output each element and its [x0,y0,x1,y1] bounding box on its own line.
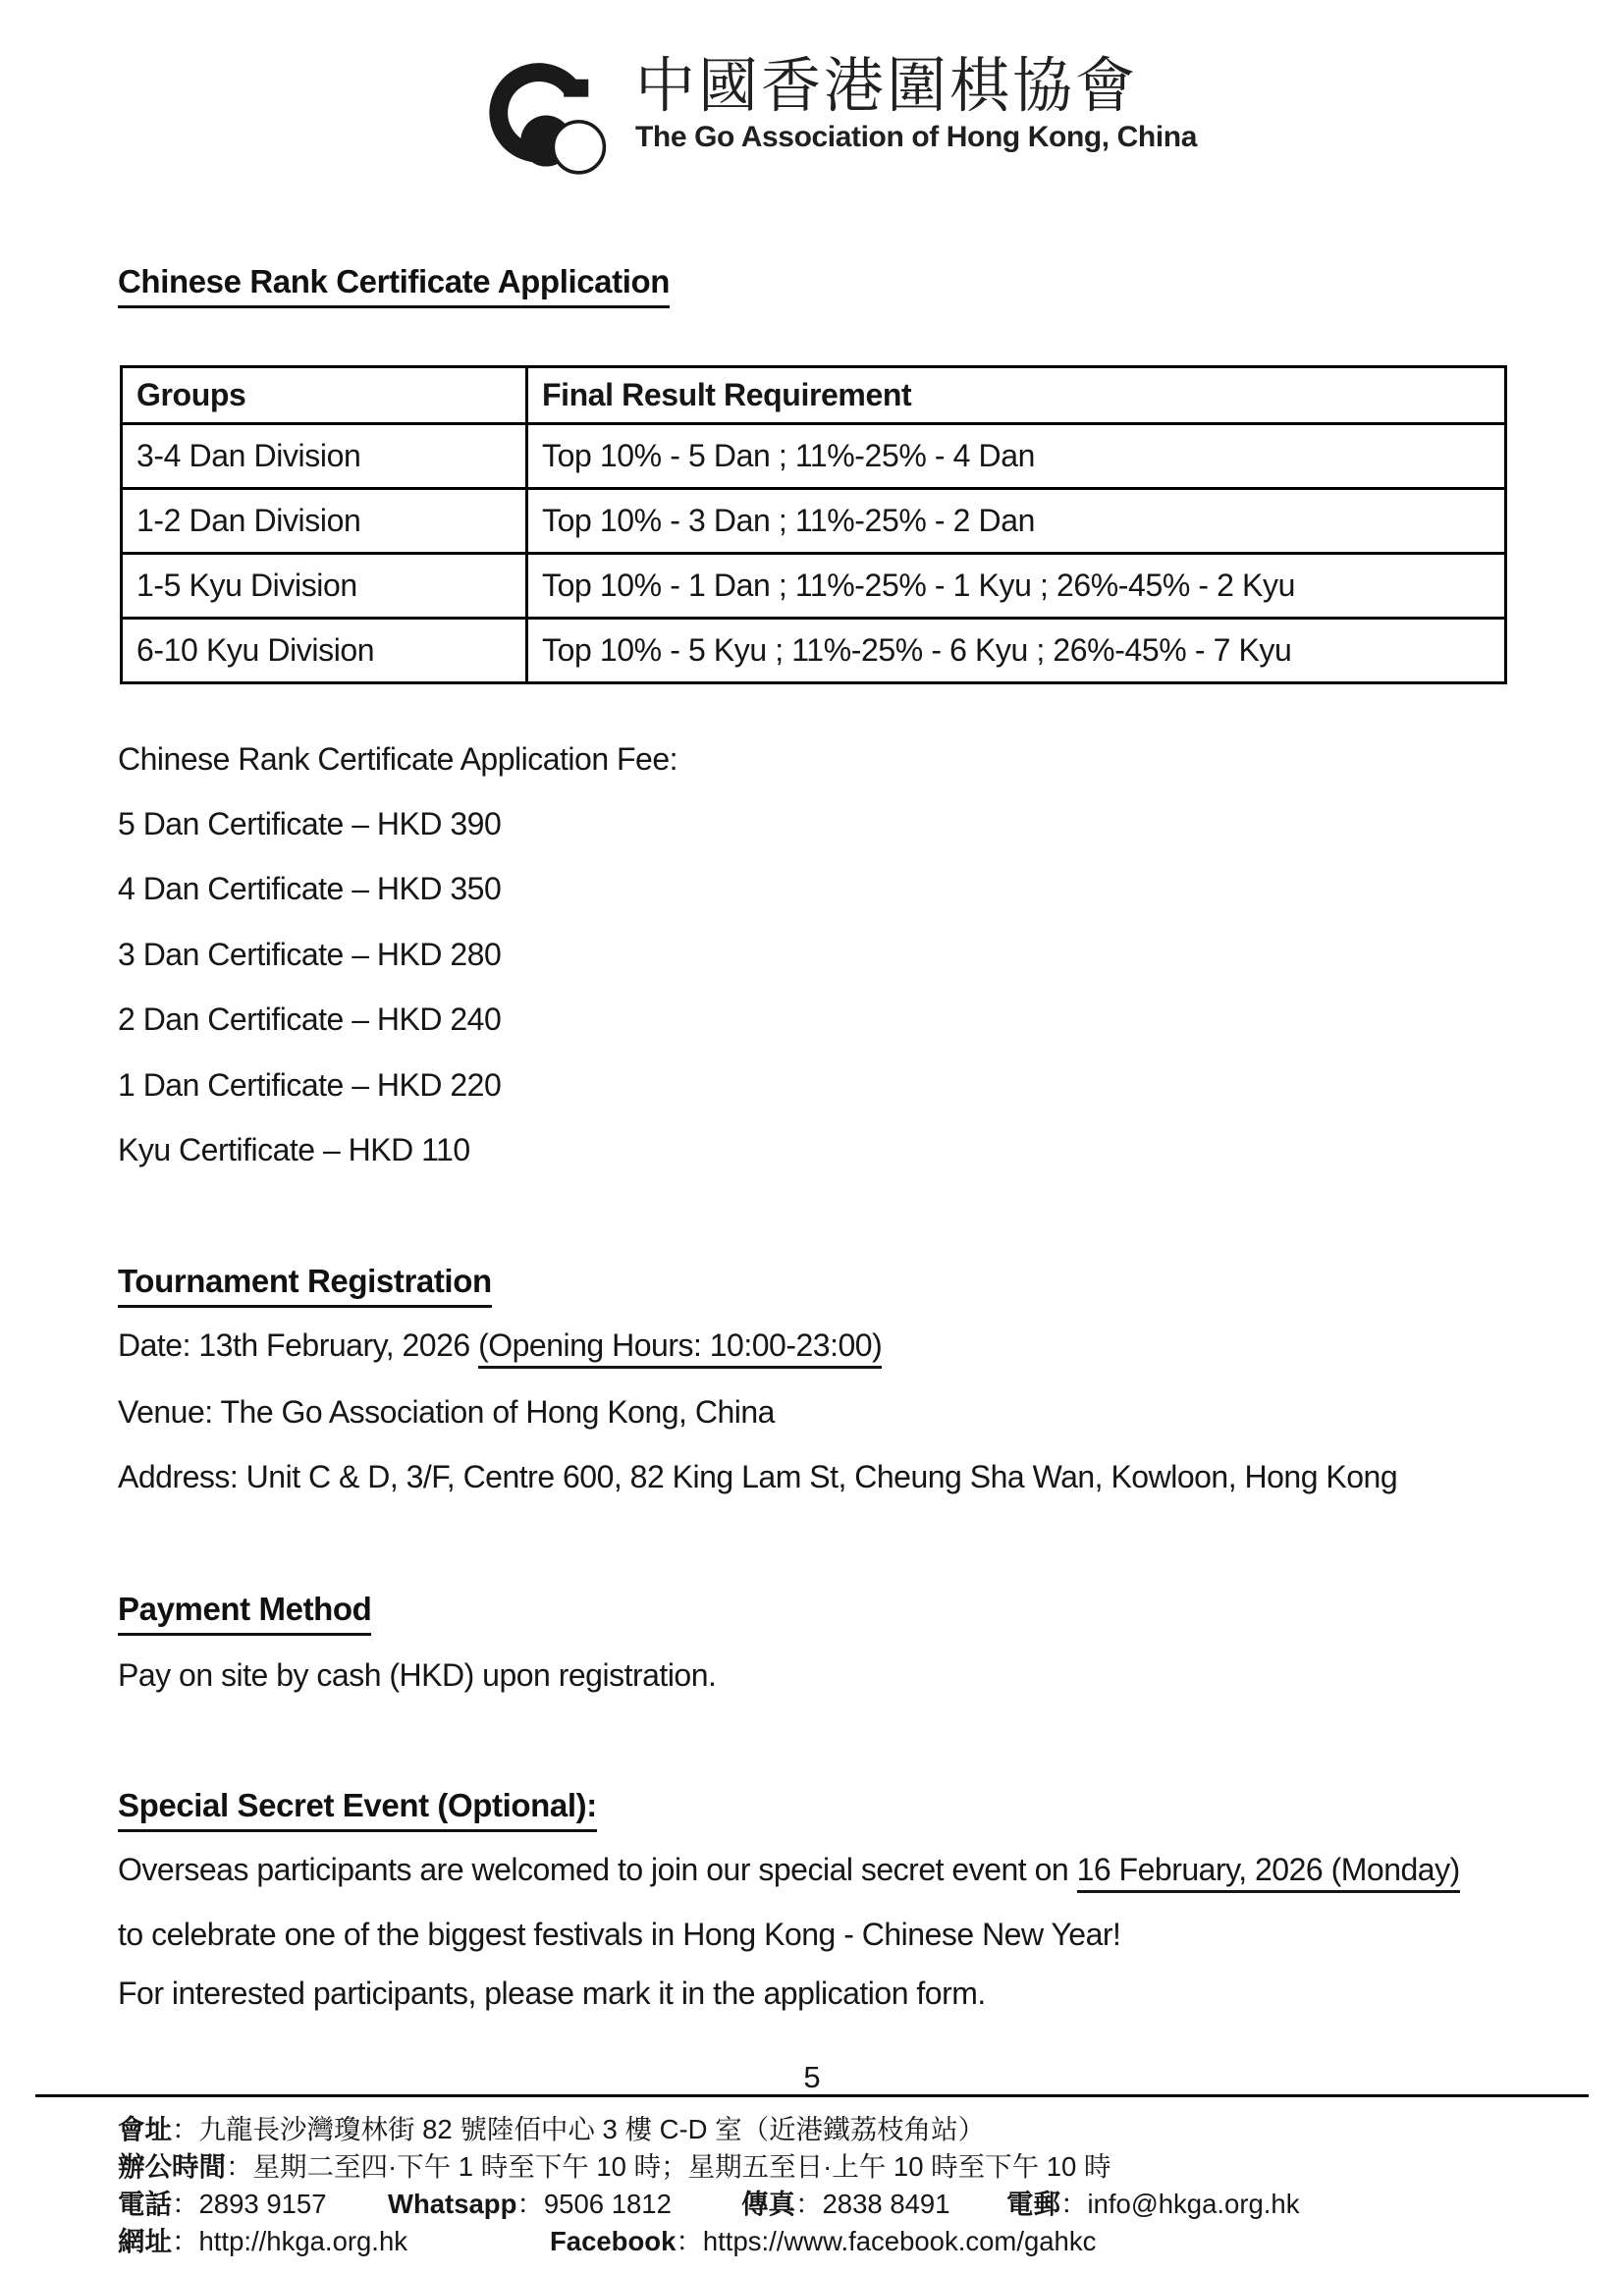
group-cell: 1-2 Dan Division [122,489,527,554]
group-cell: 6-10 Kyu Division [122,619,527,683]
association-logo [488,53,1197,183]
requirement-cell: Top 10% - 3 Dan ; 11%-25% - 2 Dan [527,489,1506,554]
page-number: 5 [803,2060,821,2094]
table-row [122,424,1506,489]
registration-address: Address: Unit C & D, 3/F, Centre 600, 82 King Lam St, Cheung Sha Wan, Kowloon, Hong Kong [118,1459,1398,1494]
footer-hours-label: 辦公時間 [118,2151,226,2182]
footer-tel-label: 電話 [118,2189,172,2219]
group-cell: 3-4 Dan Division [122,424,527,489]
footer-fax-value: ：2838 8491 [795,2189,950,2219]
rank-certificate-section-title: Chinese Rank Certificate Application [118,263,670,308]
rank-requirement-table [120,365,1507,684]
footer-divider [35,2094,1589,2097]
table-header-row [122,367,1506,424]
requirement-cell: Top 10% - 5 Dan ; 11%-25% - 4 Dan [527,424,1506,489]
secret-event-line3: For interested participants, please mark it in the application form. [118,1976,986,2011]
footer-hours-value: ：星期二至四·下午 1 時至下午 10 時；星期五至日·上午 10 時至下午 10 時 [226,2151,1111,2182]
footer-contact-line [118,2186,1571,2223]
footer-email-value: ：info@hkga.org.hk [1060,2189,1300,2219]
footer-whatsapp-value: ：9506 1812 [516,2189,672,2219]
fee-item: 5 Dan Certificate – HKD 390 [118,806,502,842]
secret-event-line1-text: Overseas participants are welcomed to join our special secret event on [118,1852,1077,1887]
association-name-english: The Go Association of Hong Kong, China [635,121,1197,153]
association-name [635,53,1197,154]
footer [118,2111,1571,2260]
fee-list [118,727,677,1183]
secret-event-section-title: Special Secret Event (Optional): [118,1787,597,1832]
fee-item: 4 Dan Certificate – HKD 350 [118,871,502,907]
footer-hours-line [118,2148,1571,2186]
footer-website-value: ：http://hkga.org.hk [172,2226,407,2256]
footer-fax-label: 傳真 [741,2189,795,2219]
requirement-cell: Top 10% - 1 Dan ; 11%-25% - 1 Kyu ; 26%-45% - 2 Kyu [527,554,1506,619]
footer-facebook-value: ：https://www.facebook.com/gahkc [676,2226,1097,2256]
secret-event-line2: to celebrate one of the biggest festivals in Hong Kong - Chinese New Year! [118,1917,1121,1952]
go-association-logo-icon [488,57,608,183]
group-cell: 1-5 Kyu Division [122,554,527,619]
table-row [122,554,1506,619]
registration-date-line [118,1327,882,1364]
tournament-registration-section-title: Tournament Registration [118,1263,492,1308]
footer-address-label: 會址 [118,2114,172,2144]
fee-item: 1 Dan Certificate – HKD 220 [118,1066,502,1103]
secret-event-date: 16 February, 2026 (Monday) [1077,1852,1460,1893]
footer-web-line [118,2223,1571,2260]
table-header-requirement: Final Result Requirement [527,367,1506,424]
footer-email-label: 電郵 [1006,2189,1060,2219]
footer-whatsapp-label: Whatsapp [388,2189,517,2219]
fee-item: Kyu Certificate – HKD 110 [118,1132,470,1168]
registration-date: Date: 13th February, 2026 [118,1327,479,1363]
registration-venue: Venue: The Go Association of Hong Kong, China [118,1394,775,1430]
footer-facebook-label: Facebook [550,2226,677,2256]
fee-item: 3 Dan Certificate – HKD 280 [118,936,502,972]
table-header-groups: Groups [122,367,527,424]
payment-method-section-title: Payment Method [118,1591,371,1636]
table-row [122,619,1506,683]
fee-list-title: Chinese Rank Certificate Application Fee: [118,740,678,777]
footer-website-label: 網址 [118,2226,172,2256]
fee-item: 2 Dan Certificate – HKD 240 [118,1002,502,1038]
footer-tel-value: ：2893 9157 [172,2189,327,2219]
table-row [122,489,1506,554]
payment-method-body: Pay on site by cash (HKD) upon registration. [118,1657,717,1693]
footer-address-value: ：九龍長沙灣瓊林街 82 號陸佰中心 3 樓 C-D 室（近港鐵荔枝角站） [172,2114,986,2144]
association-name-chinese: 中國香港圍棋協會 [635,52,1139,119]
secret-event-line1 [118,1852,1460,1888]
footer-address-line [118,2111,1571,2148]
requirement-cell: Top 10% - 5 Kyu ; 11%-25% - 6 Kyu ; 26%-45% - 7 Kyu [527,619,1506,683]
opening-hours: (Opening Hours: 10:00-23:00) [478,1327,882,1369]
